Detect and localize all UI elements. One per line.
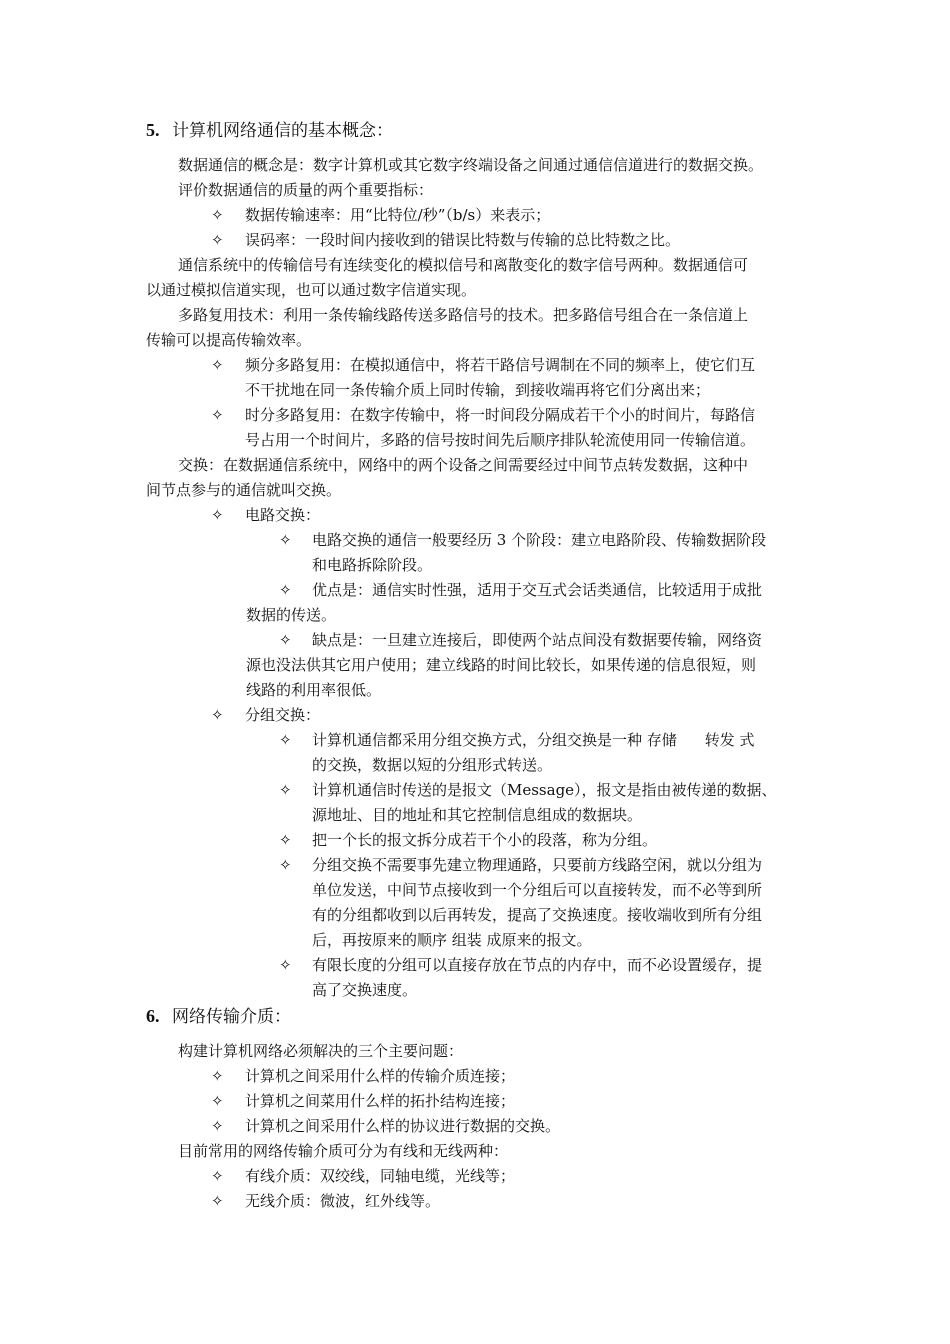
bullet-icon: ✧: [211, 231, 224, 249]
bullet-icon: ✧: [211, 1067, 224, 1085]
packet-forwarding-line-4: 后，再按原来的顺序 组装 成原来的报文。: [312, 931, 592, 949]
section-6-number: 6.: [146, 1006, 160, 1026]
packet-forwarding-line-1: 分组交换不需要事先建立物理通路，只要前方线路空闲，就以分组为: [312, 856, 763, 874]
circuit-advantage-line-1: 优点是：通信实时性强，适用于交互式会话类通信，比较适用于成批: [312, 581, 763, 599]
wireless-media: 无线介质：微波，红外线等。: [245, 1192, 441, 1210]
bullet-icon: ✧: [279, 581, 292, 599]
quality-indicators-intro: 评价数据通信的质量的两个重要指标：: [178, 181, 434, 199]
multiplexing-paragraph-line-2: 传输可以提高传输效率。: [146, 331, 312, 349]
circuit-disadvantage-line-1: 缺点是：一旦建立连接后，即使两个站点间没有数据要传输，网络资: [312, 631, 763, 649]
tdm-line-1: 时分多路复用：在数字传输中，将一时间段分隔成若干个小的时间片，每路信: [245, 406, 756, 424]
message-definition-line-1: 计算机通信时传送的是报文（Message），报文是指由被传递的数据、: [312, 781, 777, 799]
tdm-line-2: 号占用一个时间片，多路的信号按时间先后顺序排队轮流使用同一传输信道。: [245, 431, 756, 449]
section-6-heading: [146, 1004, 291, 1029]
bullet-icon: ✧: [211, 1117, 224, 1135]
packet-mode-line-1: [312, 728, 755, 752]
section-5-title: 计算机网络通信的基本概念：: [172, 121, 393, 141]
indicator-error-rate: 误码率：一段时间内接收到的错误比特数与传输的总比特数之比。: [245, 231, 681, 249]
indicator-transfer-rate: 数据传输速率：用“比特位/秒”（b/s）来表示；: [245, 206, 551, 224]
fdm-line-2: 不干扰地在同一条传输介质上同时传输，到接收端再将它们分离出来；: [245, 381, 711, 399]
packet-mode-line-1-part-1: 计算机通信都采用分组交换方式，分组交换是一种 存储: [312, 731, 677, 749]
packet-forwarding-line-3: 有的分组都收到以后再转发，提高了交换速度。接收端收到所有分组: [312, 906, 763, 924]
circuit-stages-line-1: 电路交换的通信一般要经历 3 个阶段：建立电路阶段、传输数据阶段: [312, 531, 767, 549]
section-5-heading: [146, 118, 393, 143]
bullet-icon: ✧: [211, 356, 224, 374]
bullet-icon: ✧: [211, 406, 224, 424]
bullet-icon: ✧: [279, 831, 292, 849]
bullet-icon: ✧: [279, 531, 292, 549]
problem-topology: 计算机之间菜用什么样的拓扑结构连接；: [245, 1092, 516, 1110]
multiplexing-paragraph-line-1: 多路复用技术：利用一条传输线路传送多路信号的技术。把多路信号组合在一条信道上: [178, 306, 749, 324]
data-communication-definition: 数据通信的概念是：数字计算机或其它数字终端设备之间通过通信信道进行的数据交换。: [178, 156, 764, 174]
message-definition-line-2: 源地址、目的地址和其它控制信息组成的数据块。: [312, 806, 643, 824]
packet-forwarding-line-2: 单位发送，中间节点接收到一个分组后可以直接转发，而不必等到所: [312, 881, 763, 899]
circuit-switching-title: 电路交换：: [245, 506, 321, 524]
wired-media: 有线介质：双绞线，同轴电缆，光线等；: [245, 1167, 516, 1185]
packet-mode-line-2: 的交换，数据以短的分组形式转送。: [312, 756, 553, 774]
packet-definition-line: 把一个长的报文拆分成若干个小的段落，称为分组。: [312, 831, 658, 849]
bullet-icon: ✧: [211, 506, 224, 524]
bullet-icon: ✧: [279, 956, 292, 974]
circuit-disadvantage-line-3: 线路的利用率很低。: [246, 681, 382, 699]
bullet-icon: ✧: [279, 781, 292, 799]
packet-mode-line-1-part-2: 转发 式: [704, 731, 755, 749]
bullet-icon: ✧: [211, 206, 224, 224]
problem-transmission-media: 计算机之间采用什么样的传输介质连接；: [245, 1067, 516, 1085]
bullet-icon: ✧: [279, 731, 292, 749]
bullet-icon: ✧: [279, 631, 292, 649]
switching-paragraph-line-2: 间节点参与的通信就叫交换。: [146, 481, 342, 499]
fdm-line-1: 频分多路复用：在模拟通信中，将若干路信号调制在不同的频率上，使它们互: [245, 356, 756, 374]
packet-memory-line-2: 高了交换速度。: [312, 981, 418, 999]
section-5-number: 5.: [146, 120, 160, 140]
bullet-icon: ✧: [211, 1192, 224, 1210]
switching-paragraph-line-1: 交换：在数据通信系统中，网络中的两个设备之间需要经过中间节点转发数据，这种中: [178, 456, 749, 474]
packet-switching-title: 分组交换：: [245, 706, 321, 724]
signal-paragraph-line-1: 通信系统中的传输信号有连续变化的模拟信号和离散变化的数字信号两种。数据通信可: [178, 256, 749, 274]
circuit-disadvantage-line-2: 源也没法供其它用户使用；建立线路的时间比较长，如果传递的信息很短，则: [246, 656, 757, 674]
packet-memory-line-1: 有限长度的分组可以直接存放在节点的内存中，而不必设置缓存，提: [312, 956, 763, 974]
bullet-icon: ✧: [211, 706, 224, 724]
signal-paragraph-line-2: 以通过模拟信道实现，也可以通过数字信道实现。: [146, 281, 477, 299]
media-types-intro: 目前常用的网络传输介质可分为有线和无线两种：: [178, 1142, 509, 1160]
circuit-advantage-line-2: 数据的传送。: [246, 606, 337, 624]
bullet-icon: ✧: [211, 1092, 224, 1110]
circuit-stages-line-2: 和电路拆除阶段。: [312, 556, 433, 574]
section-6-title: 网络传输介质：: [172, 1007, 291, 1027]
bullet-icon: ✧: [279, 856, 292, 874]
problem-protocol: 计算机之间采用什么样的协议进行数据的交换。: [245, 1117, 561, 1135]
network-problems-intro: 构建计算机网络必须解决的三个主要问题：: [178, 1042, 464, 1060]
bullet-icon: ✧: [211, 1167, 224, 1185]
